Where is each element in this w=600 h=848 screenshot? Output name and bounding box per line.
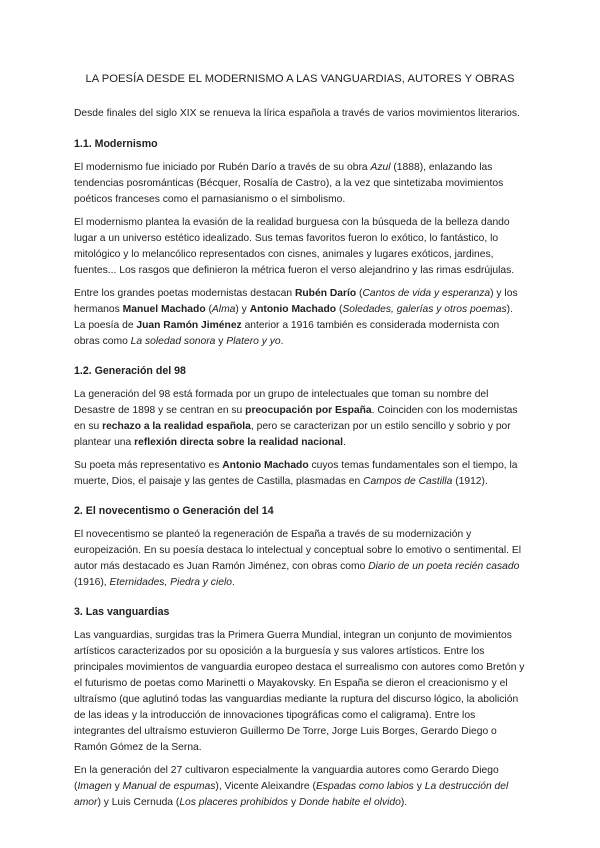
text-run: y (215, 336, 227, 347)
author-name: Juan Ramón Jiménez (136, 320, 242, 331)
paragraph (74, 458, 526, 490)
section-heading: 1.1. Modernismo (74, 138, 158, 150)
work-title: Manual de espumas (122, 781, 216, 792)
author-name: Rubén Darío (294, 288, 357, 299)
text-run: . (232, 577, 235, 588)
text-run: y (288, 797, 299, 808)
work-title: Espadas como labios (315, 781, 414, 792)
work-title: Cantos de vida y esperanza (362, 288, 491, 299)
text-run: ) y (235, 304, 250, 315)
text-run: En la generación del 27 cultivaron especialmente la vanguardia autores como Gerardo Diego ( (74, 765, 499, 792)
paragraph (74, 160, 526, 208)
text-run: El novecentismo se planteó la regeneración de España a través de su modernización y europeización. En su poesía destaca lo intelectual y conceptual sobre lo emotivo o sentimental. El autor más destacado es Juan Ramón Jiménez, con obras como (74, 529, 522, 572)
paragraph (74, 763, 526, 811)
paragraph (74, 387, 526, 451)
section-heading: 2. El novecentismo o Generación del 14 (74, 505, 274, 517)
work-title: Campos de Castilla (363, 476, 453, 487)
text-run: (1912). (452, 476, 488, 487)
text-run: ) y Luis Cernuda ( (97, 797, 180, 808)
text-run: , pero se caracterizan por un estilo sencillo y sobrio y por plantear una (74, 421, 511, 448)
text-run: y (111, 781, 123, 792)
intro-paragraph: Desde finales del siglo XIX se renueva la lírica española a través de varios movimientos literarios. (74, 108, 520, 119)
text-run: ). La poesía de (74, 304, 513, 331)
text-run: . (343, 437, 346, 448)
document-title: LA POESÍA DESDE EL MODERNISMO A LAS VANGUARDIAS, AUTORES Y OBRAS (85, 73, 515, 85)
section-novecentismo (74, 503, 526, 591)
key-concept: rechazo a la realidad española (102, 421, 251, 432)
author-name: Manuel Machado (122, 304, 206, 315)
work-title: Imagen (77, 781, 112, 792)
work-title: Donde habite el olvido (298, 797, 401, 808)
work-title: Soledades, galerías y otros poemas (342, 304, 507, 315)
text-run: ( (205, 304, 212, 315)
text-run: Su poeta más representativo es (74, 460, 223, 471)
text-run: ), Vicente Aleixandre ( (215, 781, 316, 792)
work-title: Diario de un poeta recién casado (368, 561, 520, 572)
work-title: La soledad sonora (130, 336, 216, 347)
text-run: ( (336, 304, 343, 315)
text-run: ) y los hermanos (74, 288, 518, 315)
text-run: La generación del 98 está formada por un grupo de intelectuales que toman su nombre del Desastre de 1898 y se centran en su (74, 389, 489, 416)
work-title: La destrucción del amor (74, 781, 509, 808)
work-title: Los placeres prohibidos (179, 797, 289, 808)
work-title: Platero y yo (226, 336, 281, 347)
text-run: ( (356, 288, 363, 299)
text-run: . (280, 336, 284, 347)
paragraph (74, 527, 526, 591)
text-run: cuyos temas fundamentales son el tiempo, la muerte, Dios, el paisaje y las gentes de Castilla, plasmadas en (74, 460, 518, 487)
section-heading: 1.2. Generación del 98 (74, 365, 186, 377)
text-run: y (413, 781, 425, 792)
section-heading: 3. Las vanguardias (74, 606, 170, 618)
text-run: . Coinciden con los modernistas en su (74, 405, 518, 432)
section-modernismo (74, 136, 526, 350)
work-title: Azul (370, 162, 391, 173)
paragraph: El modernismo plantea la evasión de la realidad burguesa con la búsqueda de la belleza dando lugar a un universo estético idealizado. Sus temas favoritos fueron lo exótico, lo fantástico, lo mitológico y lo melancólico representados con cisnes, animales y lugares exóticos, jardines, fuentes... Los rasgos que definieron la métrica fueron el verso alejandrino y las rimas esdrújulas. (74, 217, 515, 276)
key-concept: preocupación por España (245, 405, 372, 416)
text-run: Entre los grandes poetas modernistas destacan (74, 288, 295, 299)
text-run: El modernismo fue iniciado por Rubén Darío a través de su obra (74, 162, 371, 173)
text-run: (1888), enlazando las tendencias posrománticas (Bécquer, Rosalía de Castro), a la vez que sintetizaba movimientos poéticos franceses como el parnasianismo o el simbolismo. (74, 162, 504, 205)
author-name: Antonio Machado (222, 460, 309, 471)
work-title: Alma (211, 304, 236, 315)
text-run: anterior a 1916 también es considerada modernista con obras como (74, 320, 500, 347)
paragraph (74, 286, 526, 350)
text-run: ). (400, 797, 408, 808)
text-run: (1916), (74, 577, 110, 588)
section-generacion-98 (74, 363, 526, 490)
author-name: Antonio Machado (249, 304, 337, 315)
section-vanguardias (74, 604, 526, 811)
paragraph: Las vanguardias, surgidas tras la Primera Guerra Mundial, integran un conjunto de movimientos artísticos caracterizados por su oposición a la burguesía y sus valores artísticos. Entre los principales movimientos de vanguardia europeo destaca el surrealismo con autores como Bretón y el futurismo de poetas como Marinetti o Mayakovsky. En España se dieron el creacionismo y el ultraísmo (que aglutinó todas las vanguardias mediante la ruptura del discurso lógico, la abolición de las ideas y la introducción de innovaciones tipográficas como el caligrama). Entre los integrantes del ultraísmo estuvieron Guillermo De Torre, Jorge Luis Borges, Gerardo Diego o Ramón Gómez de la Serna. (74, 630, 525, 753)
work-title: Eternidades, Piedra y cielo (109, 577, 232, 588)
key-concept: reflexión directa sobre la realidad nacional (134, 437, 343, 448)
